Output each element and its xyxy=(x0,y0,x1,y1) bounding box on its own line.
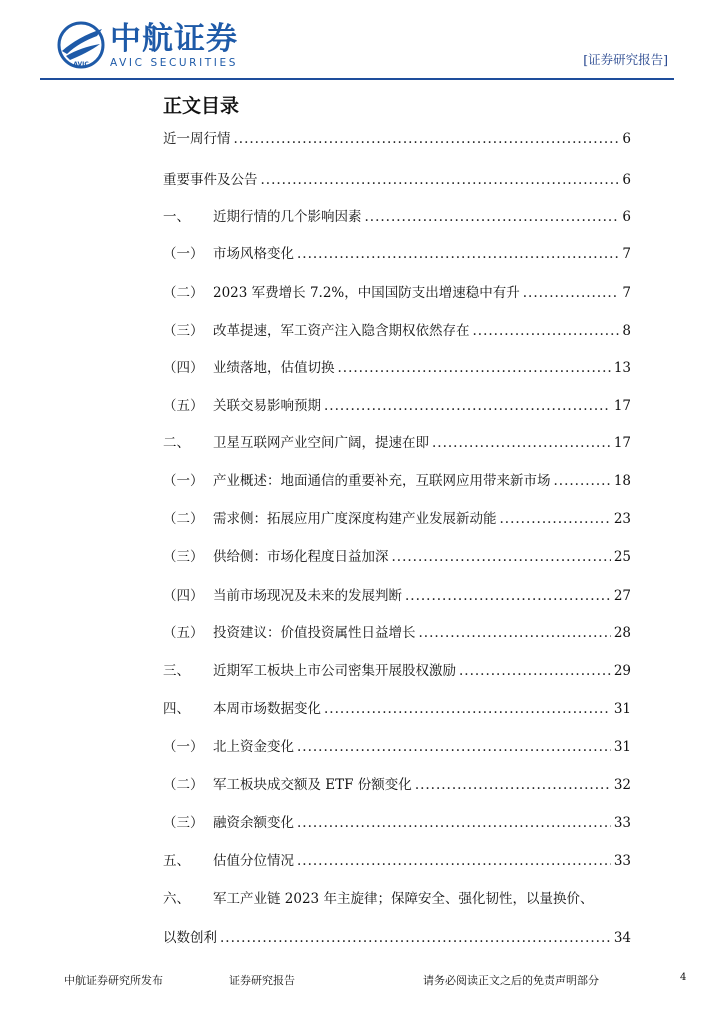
toc-entry-title: 改革提速，军工资产注入隐含期权依然存在 xyxy=(213,323,470,339)
toc-entry[interactable] xyxy=(163,812,631,834)
avic-logo-icon xyxy=(56,20,106,70)
toc-entry[interactable] xyxy=(163,320,631,342)
toc-entry-page: 32 xyxy=(613,777,631,793)
avic-securities-logo xyxy=(56,20,256,72)
toc-entry-title: 卫星互联网产业空间广阔，提速在即 xyxy=(213,435,429,451)
toc-leader-dots xyxy=(297,736,611,758)
toc-entry-page: 7 xyxy=(622,246,631,262)
toc-entry-page: 33 xyxy=(613,815,631,831)
toc-leader-dots xyxy=(324,395,611,417)
toc-entry-page: 23 xyxy=(613,511,631,527)
toc-entry-title: 军工产业链 2023 年主旋律；保障安全、强化韧性，以量换价、 xyxy=(213,891,594,907)
toc-entry[interactable] xyxy=(163,736,631,758)
toc-entry-number: 三、 xyxy=(163,663,190,679)
toc-entry-page: 13 xyxy=(613,360,631,376)
toc-entry[interactable] xyxy=(163,546,631,568)
toc-entry[interactable] xyxy=(163,470,631,492)
toc-entry-number: （五） xyxy=(163,625,204,641)
toc-entry-title: 投资建议：价值投资属性日益增长 xyxy=(213,625,416,641)
toc-entry-number: （二） xyxy=(163,777,204,793)
toc-leader-dots xyxy=(419,622,611,644)
toc-entry-page: 18 xyxy=(613,473,631,489)
toc-entry[interactable] xyxy=(163,128,631,150)
toc-entry-title: 业绩落地，估值切换 xyxy=(213,360,335,376)
toc-entry-page: 6 xyxy=(622,209,631,225)
toc-leader-dots xyxy=(405,585,611,607)
toc-entry-page: 25 xyxy=(613,549,631,565)
toc-leader-dots xyxy=(234,128,620,150)
toc-entry-page: 29 xyxy=(613,663,631,679)
toc-entry[interactable] xyxy=(163,432,631,454)
toc-leader-dots xyxy=(392,546,611,568)
footer-publisher: 中航证券研究所发布 xyxy=(64,974,163,987)
toc-entry[interactable] xyxy=(163,774,631,796)
toc-entry[interactable] xyxy=(163,888,631,910)
toc-entry[interactable] xyxy=(163,660,631,682)
toc-entry-title: 北上资金变化 xyxy=(213,739,294,755)
toc-entry-page: 31 xyxy=(613,701,631,717)
toc-entry[interactable] xyxy=(163,622,631,644)
toc-leader-dots xyxy=(261,169,620,191)
toc-entry[interactable] xyxy=(163,282,631,304)
toc-leader-dots xyxy=(220,927,611,949)
toc-leader-dots xyxy=(523,282,620,304)
toc-entry[interactable] xyxy=(163,698,631,720)
logo-chinese-name: 中航证券 xyxy=(110,21,238,57)
footer-report-type: 证券研究报告 xyxy=(229,974,295,987)
toc-entry[interactable] xyxy=(163,508,631,530)
toc-entry-number: （三） xyxy=(163,815,204,831)
toc-entry-title: 需求侧：拓展应用广度深度构建产业发展新动能 xyxy=(213,511,497,527)
toc-entry-number: 二、 xyxy=(163,435,190,451)
toc-leader-dots xyxy=(324,698,611,720)
toc-entry-page: 31 xyxy=(613,739,631,755)
logo-english-name: AVIC SECURITIES xyxy=(110,57,238,69)
toc-entry-title: 供给侧：市场化程度日益加深 xyxy=(213,549,389,565)
toc-leader-dots xyxy=(297,850,611,872)
toc-entry-number: 四、 xyxy=(163,701,190,717)
toc-entry-page: 28 xyxy=(613,625,631,641)
toc-entry-number: （四） xyxy=(163,360,204,376)
footer-disclaimer: 请务必阅读正文之后的免责声明部分 xyxy=(423,974,599,987)
toc-entry-number: （一） xyxy=(163,473,204,489)
toc-entry-title: 以数创利 xyxy=(163,930,217,946)
toc-entry-number: （一） xyxy=(163,739,204,755)
toc-entry-page: 17 xyxy=(613,398,631,414)
toc-leader-dots xyxy=(473,320,620,342)
toc-entry-number: （一） xyxy=(163,246,204,262)
page-header xyxy=(0,0,724,84)
toc-entry-title: 重要事件及公告 xyxy=(163,172,258,188)
toc-entry-number: （二） xyxy=(163,511,204,527)
toc-entry-title: 关联交易影响预期 xyxy=(213,398,321,414)
toc-leader-dots xyxy=(432,432,611,454)
logo-mark-text: AVIC xyxy=(73,61,89,68)
footer-page-number: 4 xyxy=(680,972,687,983)
toc-entry-page: 27 xyxy=(613,588,631,604)
toc-entry[interactable] xyxy=(163,243,631,265)
header-divider xyxy=(40,78,674,80)
toc-leader-dots xyxy=(459,660,611,682)
toc-entry-title: 近一周行情 xyxy=(163,131,231,147)
toc-entry-page: 17 xyxy=(613,435,631,451)
toc-entry-title: 近期军工板块上市公司密集开展股权激励 xyxy=(213,663,456,679)
toc-leader-dots xyxy=(365,206,620,228)
toc-leader-dots xyxy=(297,812,611,834)
toc-leader-dots xyxy=(297,243,619,265)
toc-entry-number: （三） xyxy=(163,549,204,565)
report-type-tag: [证券研究报告] xyxy=(583,52,668,67)
toc-entry[interactable] xyxy=(163,169,631,191)
toc-entry-number: 五、 xyxy=(163,853,190,869)
toc-entry[interactable] xyxy=(163,206,631,228)
toc-title: 正文目录 xyxy=(163,95,240,117)
toc-entry-number: （二） xyxy=(163,285,204,301)
toc-entry-title: 本周市场数据变化 xyxy=(213,701,321,717)
toc-entry-page: 8 xyxy=(622,323,631,339)
toc-entry-page: 6 xyxy=(622,131,631,147)
toc-entry[interactable] xyxy=(163,927,631,949)
toc-leader-dots xyxy=(554,470,611,492)
toc-entry-title: 产业概述：地面通信的重要补充，互联网应用带来新市场 xyxy=(213,473,551,489)
toc-leader-dots xyxy=(338,357,611,379)
toc-entry[interactable] xyxy=(163,357,631,379)
toc-entry[interactable] xyxy=(163,850,631,872)
toc-entry-number: 六、 xyxy=(163,891,190,907)
toc-entry-title: 军工板块成交额及 ETF 份额变化 xyxy=(213,777,412,793)
toc-entry-title: 融资余额变化 xyxy=(213,815,294,831)
toc-entry-page: 34 xyxy=(613,930,631,946)
toc-entry-title: 估值分位情况 xyxy=(213,853,294,869)
toc-entry-title: 当前市场现况及未来的发展判断 xyxy=(213,588,402,604)
toc-entry-number: （四） xyxy=(163,588,204,604)
toc-entry-page: 7 xyxy=(622,285,631,301)
toc-entry-title: 近期行情的几个影响因素 xyxy=(213,209,362,225)
toc-leader-dots xyxy=(415,774,611,796)
toc-entry-title: 2023 军费增长 7.2%，中国国防支出增速稳中有升 xyxy=(213,285,520,301)
toc-entry-page: 33 xyxy=(613,853,631,869)
toc-entry-page: 6 xyxy=(622,172,631,188)
toc-entry[interactable] xyxy=(163,395,631,417)
toc-entry-number: 一、 xyxy=(163,209,190,225)
toc-entry-number: （五） xyxy=(163,398,204,414)
toc-entry-number: （三） xyxy=(163,323,204,339)
toc-entry[interactable] xyxy=(163,585,631,607)
toc-leader-dots xyxy=(500,508,611,530)
page-footer xyxy=(0,972,724,996)
toc-entry-title: 市场风格变化 xyxy=(213,246,294,262)
